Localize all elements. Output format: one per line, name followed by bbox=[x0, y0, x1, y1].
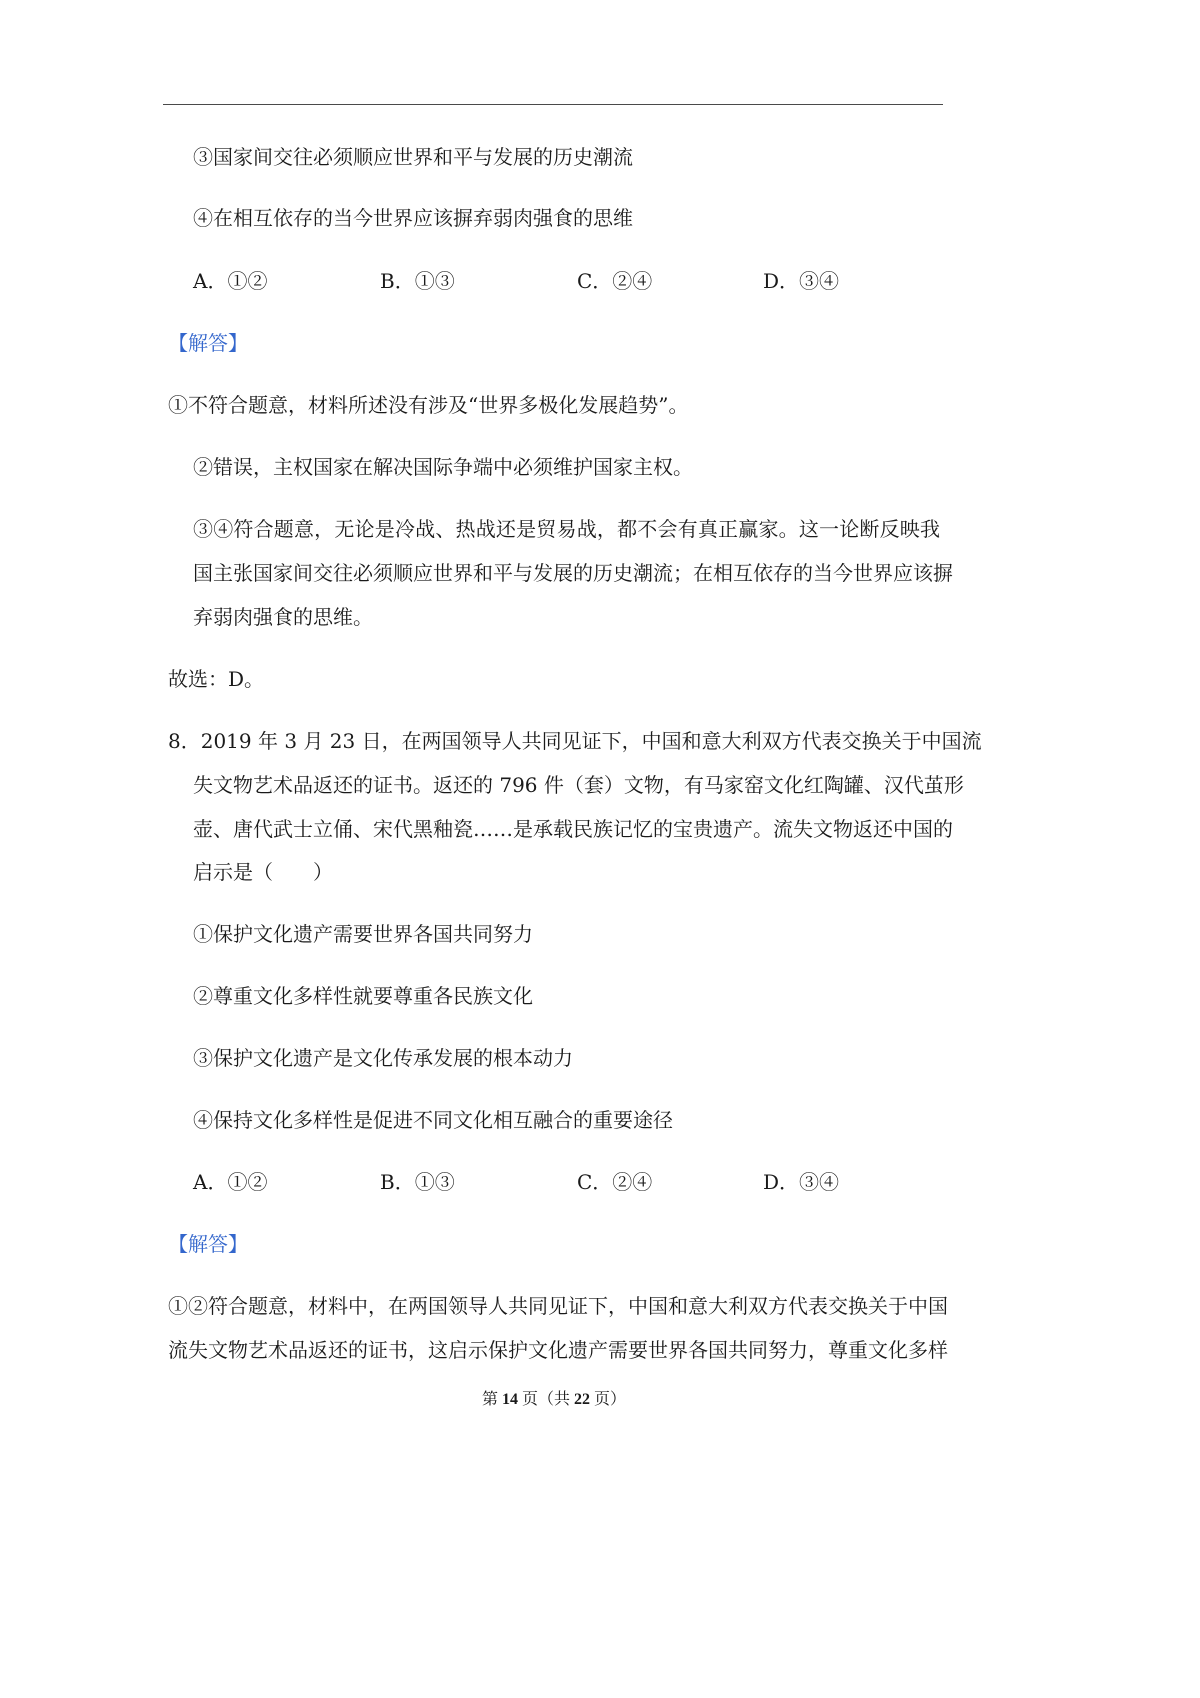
q7-solution-line: ③④符合题意，无论是冷战、热战还是贸易战，都不会有真正赢家。这一论断反映我 bbox=[193, 517, 940, 541]
footer-middle: 页（共 bbox=[521, 1391, 570, 1408]
footer-total-pages: 22 bbox=[574, 1391, 590, 1408]
q8-statement-3: ③保护文化遗产是文化传承发展的根本动力 bbox=[193, 1046, 573, 1070]
q8-stem-line: 8．2019 年 3 月 23 日，在两国领导人共同见证下，中国和意大利双方代表交换关于中国流 bbox=[168, 729, 982, 753]
q8-statement-4: ④保持文化多样性是促进不同文化相互融合的重要途径 bbox=[193, 1108, 673, 1132]
q8-statement-2: ②尊重文化多样性就要尊重各民族文化 bbox=[193, 984, 533, 1008]
q7-solution-line: 弃弱肉强食的思维。 bbox=[193, 605, 373, 629]
q8-solution-line: 流失文物艺术品返还的证书，这启示保护文化遗产需要世界各国共同努力，尊重文化多样 bbox=[168, 1338, 948, 1362]
q7-conclusion: 故选：D。 bbox=[168, 667, 265, 691]
footer-current-page: 14 bbox=[501, 1391, 518, 1408]
q7-solution-label: 【解答】 bbox=[168, 331, 248, 355]
q8-stem-line: 启示是（ ） bbox=[193, 860, 333, 884]
q7-choice-a: A．①② bbox=[193, 269, 268, 293]
q8-solution-line: ①②符合题意，材料中，在两国领导人共同见证下，中国和意大利双方代表交换关于中国 bbox=[168, 1294, 948, 1318]
q7-solution-line: ②错误，主权国家在解决国际争端中必须维护国家主权。 bbox=[193, 455, 693, 479]
q8-solution-label: 【解答】 bbox=[168, 1232, 248, 1256]
q7-choice-b: B．①③ bbox=[380, 269, 455, 293]
q7-statement-4: ④在相互依存的当今世界应该摒弃弱肉强食的思维 bbox=[193, 206, 633, 230]
q7-choice-d: D．③④ bbox=[763, 269, 840, 293]
q8-stem-line: 失文物艺术品返还的证书。返还的 796 件（套）文物，有马家窑文化红陶罐、汉代茧形 bbox=[193, 773, 964, 797]
q8-choice-d: D．③④ bbox=[763, 1170, 840, 1194]
footer-suffix: 页） bbox=[594, 1391, 627, 1408]
q7-solution-line: 国主张国家间交往必须顺应世界和平与发展的历史潮流；在相互依存的当今世界应该摒 bbox=[193, 561, 953, 585]
q8-choice-a: A．①② bbox=[193, 1170, 268, 1194]
q7-choice-c: C．②④ bbox=[577, 269, 653, 293]
header-rule bbox=[163, 104, 943, 105]
page-footer bbox=[168, 1388, 940, 1412]
q8-choice-c: C．②④ bbox=[577, 1170, 653, 1194]
q7-statement-3: ③国家间交往必须顺应世界和平与发展的历史潮流 bbox=[193, 145, 633, 169]
q8-choice-b: B．①③ bbox=[380, 1170, 455, 1194]
q8-statement-1: ①保护文化遗产需要世界各国共同努力 bbox=[193, 922, 533, 946]
q7-solution-line: ①不符合题意，材料所述没有涉及“世界多极化发展趋势”。 bbox=[168, 393, 689, 417]
q8-stem-line: 壶、唐代武士立俑、宋代黑釉瓷……是承载民族记忆的宝贵遗产。流失文物返还中国的 bbox=[193, 817, 953, 841]
footer-prefix: 第 bbox=[481, 1391, 498, 1408]
